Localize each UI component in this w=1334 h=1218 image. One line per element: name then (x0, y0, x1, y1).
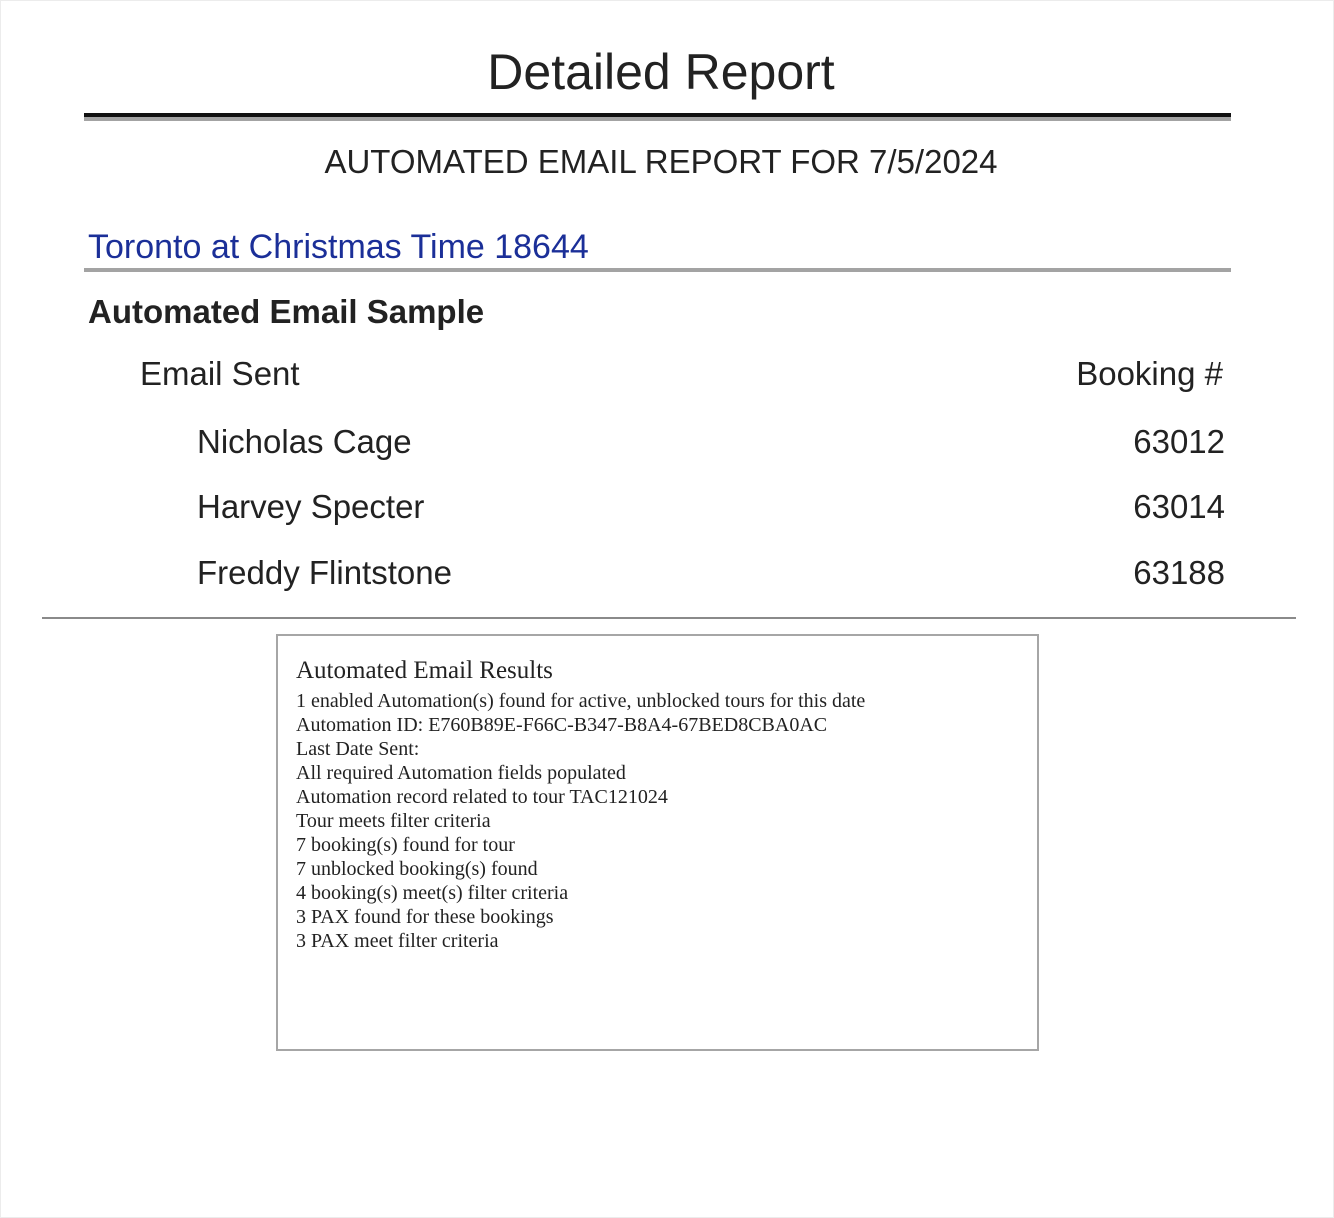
title-rule-light (84, 117, 1231, 121)
tour-heading: Toronto at Christmas Time 18644 (88, 228, 589, 266)
result-line: 7 booking(s) found for tour (296, 834, 515, 856)
result-line: 3 PAX meet filter criteria (296, 930, 499, 952)
result-line: All required Automation fields populated (296, 762, 626, 784)
result-line: Last Date Sent: (296, 738, 420, 760)
report-subtitle: AUTOMATED EMAIL REPORT FOR 7/5/2024 (324, 143, 998, 180)
result-line: Tour meets filter criteria (296, 810, 491, 832)
column-header-booking: Booking # (1076, 355, 1223, 392)
booking-number: 63188 (1133, 554, 1225, 591)
booking-number: 63014 (1133, 488, 1225, 525)
result-line: 4 booking(s) meet(s) filter criteria (296, 882, 569, 904)
result-line: Automation record related to tour TAC121024 (296, 786, 668, 808)
page-title: Detailed Report (487, 44, 835, 100)
results-title: Automated Email Results (296, 657, 553, 684)
section-divider (42, 617, 1296, 619)
table-row (197, 551, 1225, 595)
booking-number: 63012 (1133, 423, 1225, 460)
result-line: 7 unblocked booking(s) found (296, 858, 538, 880)
tour-rule (84, 268, 1231, 272)
table-row (197, 420, 1225, 464)
column-header-email-sent: Email Sent (140, 355, 300, 392)
results-list (296, 689, 865, 953)
result-line: 3 PAX found for these bookings (296, 906, 554, 928)
recipient-name: Harvey Specter (197, 488, 425, 525)
section-heading: Automated Email Sample (88, 293, 485, 330)
result-line: 1 enabled Automation(s) found for active, unblocked tours for this date (296, 690, 866, 712)
table-row (197, 485, 1225, 529)
recipient-name: Nicholas Cage (197, 423, 412, 460)
recipient-name: Freddy Flintstone (197, 554, 452, 591)
result-line: Automation ID: E760B89E-F66C-B347-B8A4-67BED8CBA0AC (296, 714, 828, 736)
results-box (276, 634, 1039, 1051)
